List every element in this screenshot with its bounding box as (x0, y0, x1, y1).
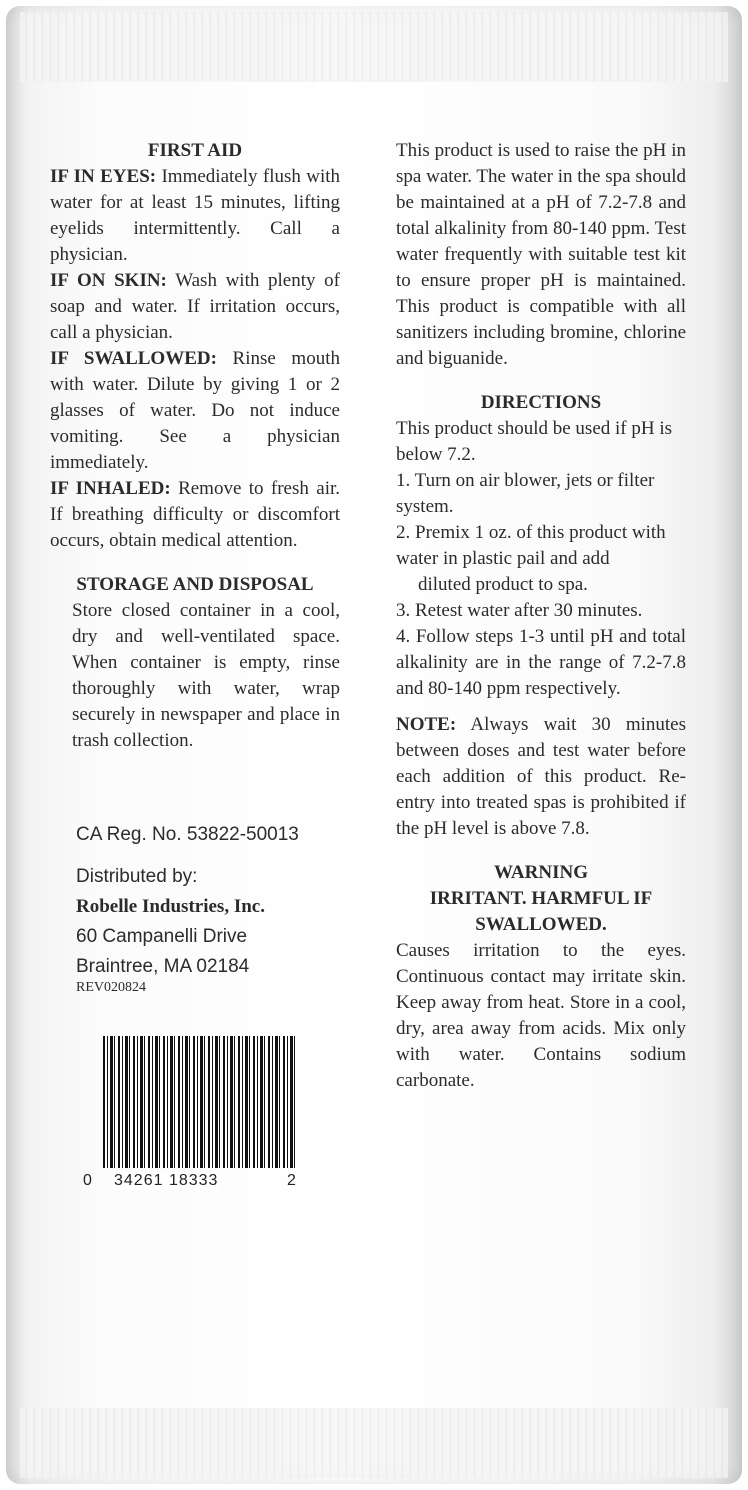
right-column (396, 138, 686, 1094)
storage-heading: STORAGE AND DISPOSAL (76, 574, 314, 595)
registration-number: CA Reg. No. 53822-50013 (76, 824, 299, 845)
distributor-name: Robelle Industries, Inc. (76, 896, 265, 917)
barcode-middle-digits: 34261 18333 (114, 1172, 219, 1189)
swallowed-label: IF SWALLOWED: (50, 348, 217, 369)
storage-text: Store closed container in a cool, dry and well-ventilated space. When container is empty, rinse thoroughly with water, wrap securely in newspaper and place in trash collection. (72, 600, 340, 751)
directions-heading: DIRECTIONS (480, 392, 602, 413)
first-aid-inhaled (50, 476, 340, 554)
first-aid-skin (50, 268, 340, 346)
first-aid-swallowed (50, 346, 340, 476)
directions-note (396, 712, 686, 842)
swallowed-text: Rinse mouth with water. Dilute by giving 1 or 2 glasses of water. Do not induce vomiting. See a physician immediately. (50, 348, 340, 473)
top-seal-crimp (20, 12, 728, 82)
eyes-label: IF IN EYES: (50, 166, 157, 187)
skin-label: IF ON SKIN: (50, 270, 167, 291)
left-column (50, 138, 340, 754)
note-label: NOTE: (396, 714, 457, 735)
barcode (103, 1036, 295, 1168)
warning-subheading-2: SWALLOWED. (475, 914, 607, 935)
note-text: Always wait 30 minutes between doses and test water before each addition of this product. Re-entry into treated spas is prohibited if the pH level is above 7.8. (396, 714, 686, 839)
directions-step-2: 2. Premix 1 oz. of this product with water in plastic pail and add (396, 522, 666, 569)
eyes-text: Immediately flush with water for at least 15 minutes, lifting eyelids intermittently. Call a physician. (50, 166, 341, 265)
barcode-last-digit: 2 (287, 1172, 296, 1189)
directions-step-3: 3. Retest water after 30 minutes. (396, 600, 643, 621)
barcode-first-digit: 0 (83, 1172, 92, 1189)
revision-code: REV020824 (76, 980, 146, 995)
warning-heading: WARNING (494, 862, 588, 883)
distributor-block (76, 862, 265, 982)
product-intro: This product is used to raise the pH in spa water. The water in the spa should be maintained at a pH of 7.2-7.8 and total alkalinity from 80-140 ppm. Test water frequently with suitable test kit to ensure proper pH is maintained. This product is compatible with all sanitizers including bromine, chlorine and biguanide. (396, 140, 686, 369)
directions-step-1: 1. Turn on air blower, jets or filter system. (396, 470, 655, 517)
distributor-address-line2: Braintree, MA 02184 (76, 956, 250, 977)
directions-step-4: 4. Follow steps 1-3 until pH and total alkalinity are in the range of 7.2-7.8 and 80-140 ppm respectively. (396, 626, 686, 699)
directions-step-2-cont: diluted product to spa. (418, 574, 588, 595)
distributor-address-line1: 60 Campanelli Drive (76, 926, 248, 947)
distributed-by-label: Distributed by: (76, 866, 198, 887)
directions-intro: This product should be used if pH is below 7.2. (396, 418, 673, 465)
inhaled-text: Remove to fresh air. If breathing difficulty or discomfort occurs, obtain medical attention. (50, 478, 340, 551)
warning-subheading-1: IRRITANT. HARMFUL IF (429, 888, 653, 909)
warning-text: Causes irritation to the eyes. Continuous contact may irritate skin. Keep away from heat. Store in a cool, dry, area away from acids. Mix only with water. Contains sodium carbonate. (396, 940, 686, 1091)
first-aid-eyes (50, 164, 340, 268)
inhaled-label: IF INHALED: (50, 478, 171, 499)
first-aid-heading: FIRST AID (147, 140, 243, 161)
bottom-seal-crimp (20, 1408, 728, 1478)
skin-text: Wash with plenty of soap and water. If irritation occurs, call a physician. (50, 270, 340, 343)
